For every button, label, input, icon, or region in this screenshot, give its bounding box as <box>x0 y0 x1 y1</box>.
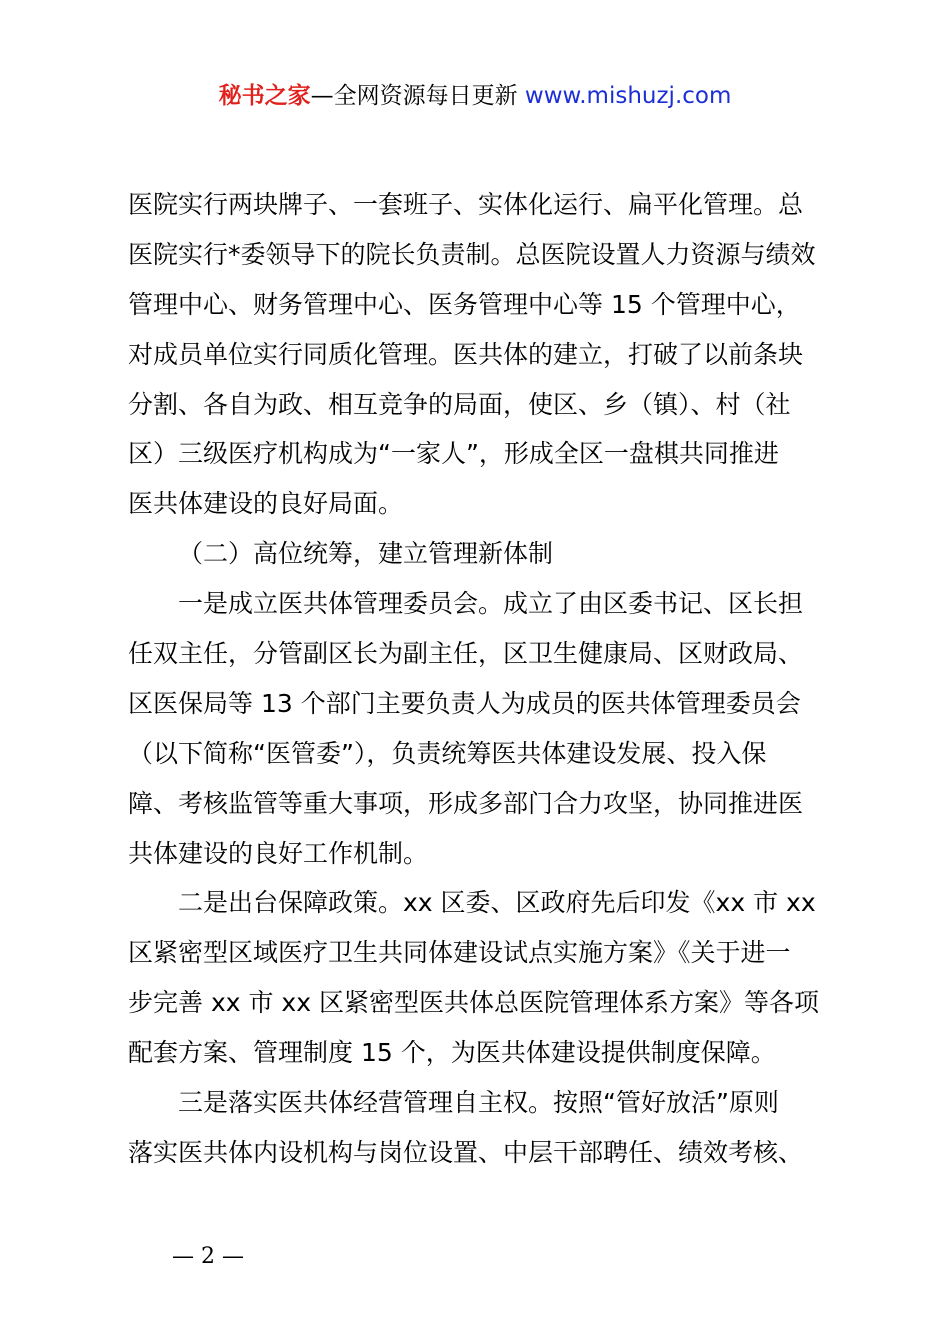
page-number: — 2 — <box>172 1244 244 1269</box>
body-line: 一是成立医共体管理委员会。成立了由区委书记、区长担 <box>178 589 804 619</box>
body-line: 医院实行*委领导下的院长负责制。总医院设置人力资源与绩效 <box>128 239 816 269</box>
body-line: 区）三级医疗机构成为“一家人”，形成全区一盘棋共同推进 <box>128 439 779 469</box>
body-line: 管理中心、财务管理中心、医务管理中心等 15 个管理中心， <box>128 289 801 319</box>
body-line: 配套方案、管理制度 15 个，为医共体建设提供制度保障。 <box>128 1038 776 1068</box>
body-line: （以下简称“医管委”），负责统筹医共体建设发展、投入保 <box>128 738 767 768</box>
body-line: 对成员单位实行同质化管理。医共体的建立，打破了以前条块 <box>128 339 804 369</box>
site-banner <box>0 80 950 112</box>
document-body <box>128 180 838 1178</box>
body-line: 落实医共体内设机构与岗位设置、中层干部聘任、绩效考核、 <box>128 1137 804 1167</box>
body-line: 分割、各自为政、相互竞争的局面，使区、乡（镇）、村（社 <box>128 389 791 419</box>
body-line: 共体建设的良好工作机制。 <box>128 838 429 868</box>
body-line: 任双主任，分管副区长为副主任，区卫生健康局、区财政局、 <box>128 639 804 669</box>
brand-name: 秘书之家 <box>218 83 311 109</box>
body-line: 障、考核监管等重大事项，形成多部门合力攻坚，协同推进医 <box>128 788 804 818</box>
body-line: 步完善 xx 市 xx 区紧密型医共体总医院管理体系方案》等各项 <box>128 988 819 1018</box>
body-line: 区紧密型区域医疗卫生共同体建设试点实施方案》《关于进一 <box>128 938 791 968</box>
body-line: 医共体建设的良好局面。 <box>128 489 404 519</box>
banner-tagline: —全网资源每日更新 <box>310 83 518 109</box>
section-heading: （二）高位统筹，建立管理新体制 <box>178 539 554 569</box>
body-line: 区医保局等 13 个部门主要负责人为成员的医共体管理委员会 <box>128 688 801 718</box>
body-line: 二是出台保障政策。xx 区委、区政府先后印发《xx 市 xx <box>178 888 816 918</box>
site-url-link[interactable]: www.mishuzj.com <box>524 83 732 109</box>
body-line: 三是落实医共体经营管理自主权。按照“管好放活”原则 <box>178 1088 779 1118</box>
body-line: 医院实行两块牌子、一套班子、实体化运行、扁平化管理。总 <box>128 190 804 219</box>
